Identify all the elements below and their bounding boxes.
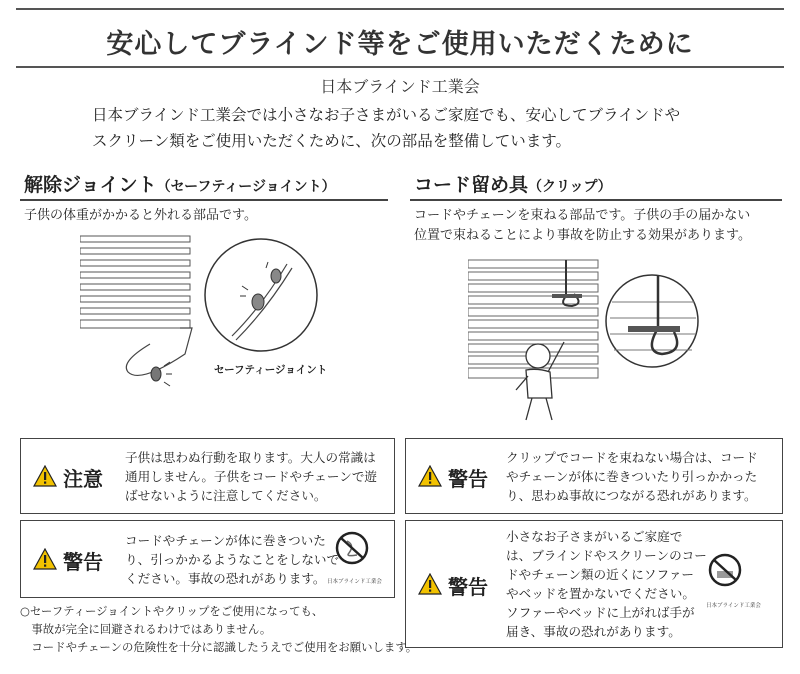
warning-line: コードやチェーンが体に巻きついた: [125, 533, 326, 548]
warning-triangle-icon: [418, 573, 442, 595]
warning-box-clip: [405, 438, 783, 514]
safety-joint-description: 子供の体重がかかると外れる部品です。: [24, 208, 257, 223]
footnote-line: 事故が完全に回避されるわけではありません。: [20, 622, 272, 636]
warning-line: ください。事故の恐れがあります。: [125, 571, 326, 586]
warning-triangle-icon: [33, 548, 57, 570]
intro-line: 日本ブラインド工業会では小さなお子さまがいるご家庭でも、安心してブラインドや: [92, 106, 681, 124]
warning-box-furniture: [405, 520, 783, 648]
footnote-line: コードやチェーンの危険性を十分に認識したうえでご使用をお願いします。: [20, 640, 418, 654]
intro-text: [92, 102, 732, 154]
warning-line: 届き、事故の恐れがあります。: [506, 624, 681, 639]
warning-line: は、ブラインドやスクリーンのコー: [506, 548, 707, 563]
cord-clip-description: [414, 206, 751, 246]
caution-line: 通用しません。子供をコードやチェーンで遊: [125, 469, 378, 484]
safety-joint-closeup-icon: [202, 236, 320, 354]
organization-name: 日本ブラインド工業会: [320, 77, 480, 96]
page-title: 安心してブラインド等をご使用いただくために: [106, 29, 694, 60]
warning-line: クリップでコードを束ねない場合は、コード: [506, 450, 758, 465]
warning-line: ドやチェーン類の近くにソファー: [506, 567, 695, 582]
prohibition-icon: [708, 553, 742, 587]
safety-joint-caption: セーフティージョイント: [214, 364, 328, 376]
warning-text: [506, 527, 707, 641]
clip-closeup-icon: [604, 262, 700, 380]
warning-label: 警告: [448, 575, 488, 599]
prohibition-badge-text: 日本ブラインド工業会: [706, 603, 761, 609]
top-rule: [16, 8, 784, 10]
warning-line: り、思わぬ事故につながる恐れがあります。: [506, 488, 757, 503]
child-icon: [508, 334, 572, 426]
footnote: [20, 602, 420, 656]
prohibition-badge-text: 日本ブラインド工業会: [327, 579, 382, 585]
caution-line: 子供は思わぬ行動を取ります。大人の常識は: [125, 450, 376, 465]
warning-text: [506, 448, 758, 505]
caution-line: ばせないように注意してください。: [125, 488, 327, 503]
prohibition-icon: [335, 531, 369, 565]
warning-line: やベッドを置かないでください。: [506, 586, 695, 601]
blind-illustration: [80, 234, 200, 404]
footnote-line: ○セーフティージョイントやクリップをご使用になっても、: [20, 604, 324, 618]
cord-clip-title: コード留め具: [414, 174, 529, 196]
cord-clip-subtitle: （クリップ）: [528, 179, 612, 195]
warning-line: り、引っかかるようなことをしないで: [125, 552, 340, 567]
warning-triangle-icon: [418, 465, 442, 487]
warning-triangle-icon: [33, 465, 57, 487]
warning-line: ソファーやベッドに上がれば手が: [506, 605, 695, 620]
section-rule: [410, 199, 782, 201]
safety-joint-title: 解除ジョイント: [24, 174, 157, 196]
description-line: 位置で束ねることにより事故を防止する効果があります。: [414, 228, 751, 243]
warning-label: 警告: [448, 467, 488, 491]
safety-joint-heading: [24, 170, 336, 197]
caution-label: 注意: [63, 467, 103, 491]
section-rule: [20, 199, 388, 201]
warning-text: [125, 531, 339, 588]
cord-clip-heading: [414, 170, 612, 197]
warning-line: 小さなお子さまがいるご家庭で: [506, 529, 683, 544]
safety-joint-subtitle: （セーフティージョイント）: [156, 179, 336, 195]
description-line: コードやチェーンを束ねる部品です。子供の手の届かない: [414, 208, 751, 223]
caution-text: [125, 448, 377, 505]
warning-line: やチェーンが体に巻きついたり引っかかった: [506, 469, 758, 484]
caution-box: [20, 438, 395, 514]
intro-line: スクリーン類をご使用いただくために、次の部品を整備しています。: [92, 132, 571, 150]
warning-box-cord: [20, 520, 395, 598]
title-rule: [16, 66, 784, 68]
warning-label: 警告: [63, 550, 103, 574]
